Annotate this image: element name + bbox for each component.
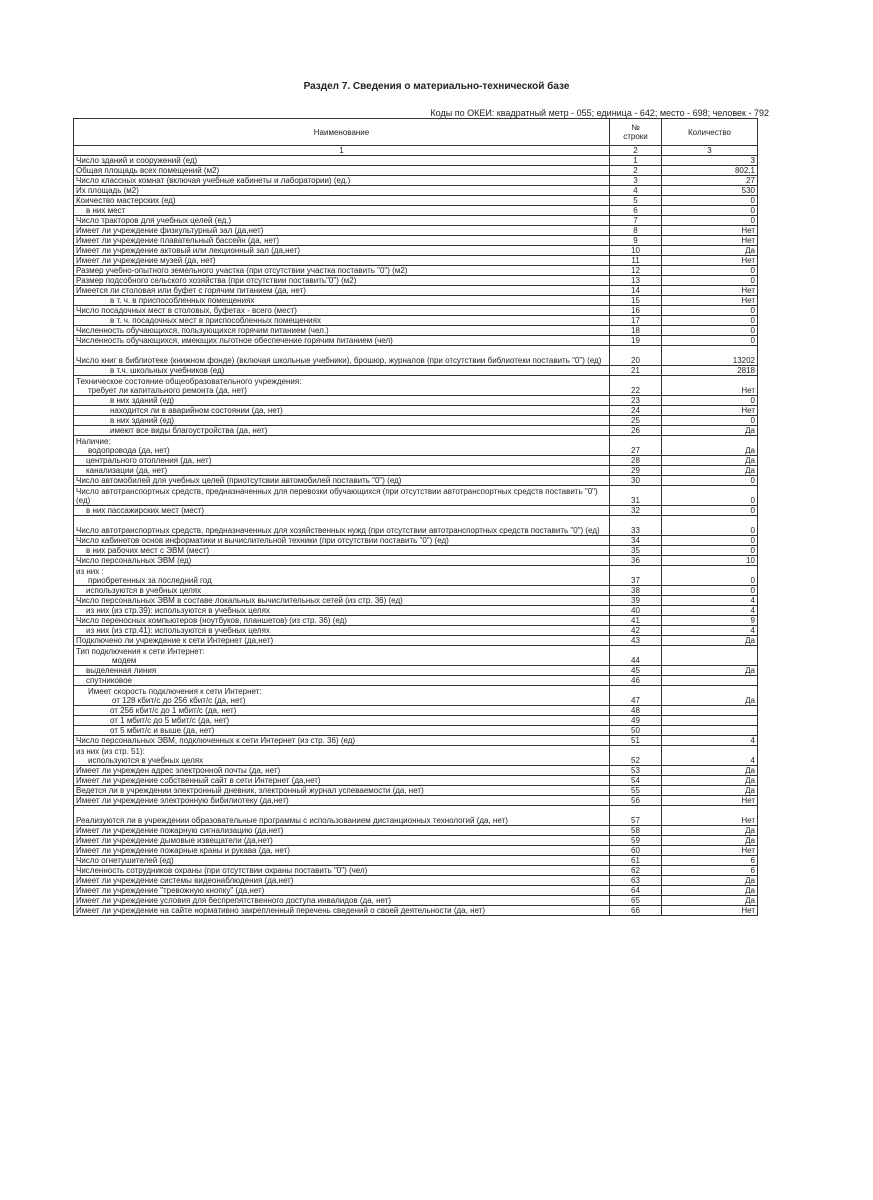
row-value: Нет	[662, 806, 758, 826]
row-name: Имеет ли учреждение пожарную сигнализацию (да,нет)	[74, 826, 610, 836]
row-number: 54	[610, 776, 662, 786]
table-row	[74, 646, 758, 666]
row-number: 57	[610, 806, 662, 826]
table-row	[74, 626, 758, 636]
row-number: 39	[610, 596, 662, 606]
table-row	[74, 476, 758, 486]
row-name: канализации (да, нет)	[74, 466, 610, 476]
row-name: Имеет ли учрежден адрес электронной почты (да, нет)	[74, 766, 610, 776]
row-number: 23	[610, 396, 662, 406]
row-name: в т. ч. посадочных мест в приспособленных помещениях	[74, 316, 610, 326]
row-value: 3	[662, 156, 758, 166]
row-number: 26	[610, 426, 662, 436]
row-number: 35	[610, 546, 662, 556]
header-row-number-line2: строки	[623, 132, 648, 141]
row-number: 14	[610, 286, 662, 296]
page-title: Раздел 7. Сведения о материально-технической базе	[303, 81, 570, 92]
row-number: 56	[610, 796, 662, 806]
row-value: 0	[662, 586, 758, 596]
row-name: Число классных комнат (включая учебные кабинеты и лаборатории) (ед.)	[74, 176, 610, 186]
row-name: от 256 кбит/с до 1 мбит/с (да, нет)	[74, 706, 610, 716]
row-value: 6	[662, 866, 758, 876]
table-row	[74, 776, 758, 786]
row-number: 21	[610, 366, 662, 376]
row-number: 46	[610, 676, 662, 686]
table-row	[74, 486, 758, 506]
table-row	[74, 156, 758, 166]
row-name-subitem: используются в учебных целях	[88, 756, 204, 765]
row-name: спутниковое	[74, 676, 610, 686]
row-name: Реализуются ли в учреждении образовательные программы с использованием дистанционных технологий (да, нет)	[74, 806, 610, 826]
row-number: 60	[610, 846, 662, 856]
row-name: Имеет ли учреждение условия для беспрепятственного доступа инвалидов (да, нет)	[74, 896, 610, 906]
table-row	[74, 636, 758, 646]
row-value: Нет	[662, 906, 758, 916]
header-row-number	[610, 119, 662, 146]
row-number: 10	[610, 246, 662, 256]
row-name: Имеет ли учреждение пожарные краны и рукава (да, нет)	[74, 846, 610, 856]
table-row	[74, 516, 758, 536]
row-name	[74, 436, 610, 456]
table-row	[74, 506, 758, 516]
table-row	[74, 896, 758, 906]
row-name: Число огнетушителей (ед)	[74, 856, 610, 866]
row-value: 6	[662, 856, 758, 866]
row-number: 43	[610, 636, 662, 646]
table-row	[74, 876, 758, 886]
row-value: Да	[662, 766, 758, 776]
row-value	[662, 706, 758, 716]
row-number: 8	[610, 226, 662, 236]
row-value: 0	[662, 216, 758, 226]
row-name: Имеет ли учреждение физкультурный зал (да,нет)	[74, 226, 610, 236]
row-name: выделенная линия	[74, 666, 610, 676]
row-value: Да	[662, 466, 758, 476]
row-name: Число автомобилей для учебных целей (приотсутсвии автомобилей поставить "0") (ед)	[74, 476, 610, 486]
table-row	[74, 676, 758, 686]
row-value: Да	[662, 836, 758, 846]
table-row	[74, 226, 758, 236]
row-name-heading: Наличие:	[76, 437, 111, 446]
table-header-row	[74, 119, 758, 146]
table-row	[74, 886, 758, 896]
row-name: Имеет ли учреждение плавательный бассейн (да, нет)	[74, 236, 610, 246]
index-col-3: 3	[662, 146, 758, 156]
row-name: Численность обучающихся, имеющих льготное обеспечение горячим питанием (чел)	[74, 336, 610, 346]
table-row	[74, 806, 758, 826]
row-number: 22	[610, 376, 662, 396]
row-name: Численность обучающихся, пользующихся горячим питанием (чел.)	[74, 326, 610, 336]
row-number: 4	[610, 186, 662, 196]
row-number: 2	[610, 166, 662, 176]
row-number: 65	[610, 896, 662, 906]
row-value: Нет	[662, 406, 758, 416]
row-number: 11	[610, 256, 662, 266]
table-row	[74, 326, 758, 336]
table-row	[74, 866, 758, 876]
row-number: 37	[610, 566, 662, 586]
row-value: Да	[662, 426, 758, 436]
row-value: 4	[662, 746, 758, 766]
row-value: 0	[662, 486, 758, 506]
row-name-heading: Техническое состояние общеобразовательного учреждения:	[76, 377, 302, 386]
row-value: Да	[662, 636, 758, 646]
row-number: 30	[610, 476, 662, 486]
row-number: 38	[610, 586, 662, 596]
row-name: в них зданий (ед)	[74, 416, 610, 426]
row-value: 4	[662, 736, 758, 746]
row-value: Да	[662, 776, 758, 786]
row-name-heading: из них :	[76, 567, 104, 576]
row-name: Их площадь (м2)	[74, 186, 610, 196]
row-value: Да	[662, 826, 758, 836]
table-row	[74, 786, 758, 796]
row-value: Нет	[662, 846, 758, 856]
row-name: Число автотранспортных средств, предназначенных для перевозки обучающихся (при отсутствии автотранспортных средств поставить "0") (ед)	[74, 486, 610, 506]
row-value: Нет	[662, 256, 758, 266]
table-row	[74, 286, 758, 296]
row-number: 16	[610, 306, 662, 316]
row-number: 66	[610, 906, 662, 916]
row-name: Имеет ли учреждение музей (да, нет)	[74, 256, 610, 266]
row-number: 3	[610, 176, 662, 186]
table-row	[74, 376, 758, 396]
table-row	[74, 256, 758, 266]
row-number: 55	[610, 786, 662, 796]
row-name-heading: Тип подключения к сети Интернет:	[76, 647, 205, 656]
table-row	[74, 246, 758, 256]
row-number: 7	[610, 216, 662, 226]
row-value: 0	[662, 476, 758, 486]
row-name: находится ли в аварийном состоянии (да, нет)	[74, 406, 610, 416]
table-row	[74, 316, 758, 326]
row-number: 33	[610, 516, 662, 536]
row-name: Число кабинетов основ информатики и вычислительной техники (при отсутствии поставить "0") (ед)	[74, 536, 610, 546]
row-name-subitem: водопровода (да, нет)	[88, 446, 170, 455]
row-number: 1	[610, 156, 662, 166]
table-row	[74, 366, 758, 376]
row-number: 9	[610, 236, 662, 246]
row-name: Имеет ли учреждение системы видеонаблюдения (да,нет)	[74, 876, 610, 886]
index-col-2: 2	[610, 146, 662, 156]
row-number: 49	[610, 716, 662, 726]
row-value: Да	[662, 896, 758, 906]
row-number: 50	[610, 726, 662, 736]
row-name-subitem: требует ли капитального ремонта (да, нет)	[88, 386, 247, 395]
row-value: 10	[662, 556, 758, 566]
table-row	[74, 276, 758, 286]
row-number: 25	[610, 416, 662, 426]
row-name: Размер подсобного сельского хозяйства (при отсутствии поставить"0") (м2)	[74, 276, 610, 286]
row-number: 20	[610, 346, 662, 366]
row-name: в них мест	[74, 206, 610, 216]
row-number: 29	[610, 466, 662, 476]
table-row	[74, 826, 758, 836]
row-value: 0	[662, 316, 758, 326]
row-number: 36	[610, 556, 662, 566]
row-name: центрального отопления (да, нет)	[74, 456, 610, 466]
row-value: Да	[662, 786, 758, 796]
table-row	[74, 586, 758, 596]
row-name: в т.ч. школьных учебников (ед)	[74, 366, 610, 376]
index-col-1: 1	[74, 146, 610, 156]
table-row	[74, 426, 758, 436]
row-value: Да	[662, 686, 758, 706]
row-name: Подключено ли учреждение к сети Интернет (да,нет)	[74, 636, 610, 646]
table-row	[74, 346, 758, 366]
table-row	[74, 706, 758, 716]
row-value: 0	[662, 516, 758, 536]
row-name	[74, 746, 610, 766]
row-number: 13	[610, 276, 662, 286]
row-name: из них (из стр.41): используются в учебных целях	[74, 626, 610, 636]
row-value: Нет	[662, 376, 758, 396]
table-row	[74, 616, 758, 626]
table-row	[74, 416, 758, 426]
row-name: Число персональных ЭВМ в составе локальных вычислительных сетей (из стр. 36) (ед)	[74, 596, 610, 606]
table-row	[74, 396, 758, 406]
header-quantity: Количество	[662, 119, 758, 146]
table-row	[74, 456, 758, 466]
row-name: в них зданий (ед)	[74, 396, 610, 406]
row-number: 61	[610, 856, 662, 866]
material-base-table	[73, 118, 758, 916]
row-number: 17	[610, 316, 662, 326]
table-row	[74, 666, 758, 676]
row-value: Нет	[662, 796, 758, 806]
row-name	[74, 646, 610, 666]
row-name: Число посадочных мест в столовых, буфетах - всего (мест)	[74, 306, 610, 316]
table-index-row	[74, 146, 758, 156]
row-number: 41	[610, 616, 662, 626]
table-row	[74, 766, 758, 776]
row-value: Да	[662, 436, 758, 456]
row-value: 9	[662, 616, 758, 626]
row-name: используются в учебных целях	[74, 586, 610, 596]
row-name: Размер учебно-опытного земельного участка (при отсутствии участка поставить "0") (м2)	[74, 266, 610, 276]
row-name: Имеет ли учреждение актовый или лекционный зал (да,нет)	[74, 246, 610, 256]
row-number: 48	[610, 706, 662, 716]
row-name: Число книг в библиотеке (книжном фонде) (включая школьные учебники), брошюр, журналов (при отсутствии библиотеки поставить "0") (ед)	[74, 346, 610, 366]
row-name: Имеет ли учреждение электронную бибилиотеку (да,нет)	[74, 796, 610, 806]
row-value: 0	[662, 396, 758, 406]
row-value: Да	[662, 886, 758, 896]
row-value: 0	[662, 266, 758, 276]
row-number: 12	[610, 266, 662, 276]
row-number: 53	[610, 766, 662, 776]
table-row	[74, 796, 758, 806]
table-row	[74, 606, 758, 616]
row-value: Нет	[662, 296, 758, 306]
row-name: Имеет ли учреждение "тревожную кнопку" (да,нет)	[74, 886, 610, 896]
table-body	[74, 156, 758, 916]
row-value: 0	[662, 336, 758, 346]
header-row-number-line1: №	[631, 123, 640, 132]
row-name: Численность сотрудников охраны (при отсутствии охраны поставить "0") (чел)	[74, 866, 610, 876]
row-number: 62	[610, 866, 662, 876]
row-number: 45	[610, 666, 662, 676]
header-name: Наименование	[74, 119, 610, 146]
row-value: 802,1	[662, 166, 758, 176]
row-number: 59	[610, 836, 662, 846]
table-row	[74, 186, 758, 196]
row-name	[74, 566, 610, 586]
row-name	[74, 686, 610, 706]
row-name: имеют все виды благоустройства (да, нет)	[74, 426, 610, 436]
table-row	[74, 436, 758, 456]
table-row	[74, 536, 758, 546]
row-number: 19	[610, 336, 662, 346]
row-name: от 1 мбит/с до 5 мбит/с (да, нет)	[74, 716, 610, 726]
row-value: 13202	[662, 346, 758, 366]
row-name: Ведется ли в учреждении электронный дневник, электронный журнал успеваемости (да, нет)	[74, 786, 610, 796]
row-number: 58	[610, 826, 662, 836]
row-value: 0	[662, 416, 758, 426]
row-name-subitem: приобретенных за последний год	[88, 576, 212, 585]
row-value: 4	[662, 626, 758, 636]
row-value: 0	[662, 546, 758, 556]
table-row	[74, 906, 758, 916]
table-row	[74, 686, 758, 706]
table-row	[74, 726, 758, 736]
row-number: 52	[610, 746, 662, 766]
row-name: от 5 мбит/с и выше (да, нет)	[74, 726, 610, 736]
table-row	[74, 406, 758, 416]
row-name: Имеется ли столовая или буфет с горячим питанием (да, нет)	[74, 286, 610, 296]
row-name: Число переносных компьютеров (ноутбуков, планшетов) (из стр. 36) (ед)	[74, 616, 610, 626]
row-value	[662, 716, 758, 726]
table-row	[74, 846, 758, 856]
row-number: 44	[610, 646, 662, 666]
row-value: 0	[662, 206, 758, 216]
row-value: Да	[662, 456, 758, 466]
row-value: 27	[662, 176, 758, 186]
row-name: Число зданий и сооружений (ед)	[74, 156, 610, 166]
row-name: Число автотранспортных средств, предназначенных для хозяйственных нужд (при отсутствии автотранспортных средств поставить "0") (ед)	[74, 516, 610, 536]
row-name: Число тракторов для учебных целей (ед.)	[74, 216, 610, 226]
row-number: 28	[610, 456, 662, 466]
row-name: из них (из стр.39): используются в учебных целях	[74, 606, 610, 616]
table-row	[74, 736, 758, 746]
row-name: Имеет ли учреждение дымовые извещатели (да,нет)	[74, 836, 610, 846]
table-row	[74, 856, 758, 866]
row-value: Да	[662, 876, 758, 886]
okei-codes: Коды по ОКЕИ: квадратный метр - 055; единица - 642; место - 698; человек - 792	[430, 108, 769, 118]
row-name: Имеет ли учреждение собственный сайт в сети Интернет (да,нет)	[74, 776, 610, 786]
row-number: 42	[610, 626, 662, 636]
table-row	[74, 236, 758, 246]
row-name-subitem: модем	[112, 656, 137, 665]
table-row	[74, 566, 758, 586]
table-row	[74, 836, 758, 846]
row-value: 0	[662, 326, 758, 336]
row-name: Коичество мастерских (ед)	[74, 196, 610, 206]
row-value: 0	[662, 306, 758, 316]
table-row	[74, 716, 758, 726]
row-value: Нет	[662, 236, 758, 246]
row-value: Да	[662, 666, 758, 676]
row-number: 34	[610, 536, 662, 546]
row-value: 4	[662, 596, 758, 606]
table-row	[74, 206, 758, 216]
table-row	[74, 306, 758, 316]
table-row	[74, 176, 758, 186]
row-number: 6	[610, 206, 662, 216]
row-value	[662, 646, 758, 666]
row-number: 64	[610, 886, 662, 896]
row-value: 530	[662, 186, 758, 196]
row-number: 40	[610, 606, 662, 616]
row-number: 51	[610, 736, 662, 746]
row-value: 0	[662, 276, 758, 286]
row-name: в них рабочих мест с ЭВМ (мест)	[74, 546, 610, 556]
row-value: Да	[662, 246, 758, 256]
table-row	[74, 596, 758, 606]
row-number: 18	[610, 326, 662, 336]
row-name: Общая площадь всех помещений (м2)	[74, 166, 610, 176]
row-number: 31	[610, 486, 662, 506]
table-row	[74, 546, 758, 556]
row-name	[74, 376, 610, 396]
table-row	[74, 196, 758, 206]
row-name: Число персональных ЭВМ, подключенных к сети Интернет (из стр. 36) (ед)	[74, 736, 610, 746]
row-name-heading: из них (из стр. 51):	[76, 747, 145, 756]
row-number: 32	[610, 506, 662, 516]
row-name: Число персональных ЭВМ (ед)	[74, 556, 610, 566]
row-value	[662, 676, 758, 686]
table-row	[74, 296, 758, 306]
row-name: в т. ч. в приспособленных помещениях	[74, 296, 610, 306]
row-value: 0	[662, 536, 758, 546]
table-row	[74, 466, 758, 476]
row-value: Нет	[662, 286, 758, 296]
row-value: 0	[662, 566, 758, 586]
row-name-subitem: от 128 кбит/с до 256 кбит/с (да, нет)	[112, 696, 246, 705]
row-name: Имеет ли учреждение на сайте нормативно закрепленный перечень сведений о своей деятельности (да, нет)	[74, 906, 610, 916]
row-number: 15	[610, 296, 662, 306]
row-value: 0	[662, 506, 758, 516]
table-row	[74, 216, 758, 226]
row-number: 27	[610, 436, 662, 456]
row-name: в них пассажирских мест (мест)	[74, 506, 610, 516]
table-row	[74, 746, 758, 766]
row-value: Нет	[662, 226, 758, 236]
row-name-heading: Имеет скорость подключения к сети Интернет:	[88, 687, 262, 696]
table-row	[74, 166, 758, 176]
row-value: 0	[662, 196, 758, 206]
table-row	[74, 336, 758, 346]
row-number: 5	[610, 196, 662, 206]
row-value: 4	[662, 606, 758, 616]
table-row	[74, 266, 758, 276]
row-number: 24	[610, 406, 662, 416]
row-value	[662, 726, 758, 736]
row-value: 2818	[662, 366, 758, 376]
row-number: 47	[610, 686, 662, 706]
table-row	[74, 556, 758, 566]
row-number: 63	[610, 876, 662, 886]
